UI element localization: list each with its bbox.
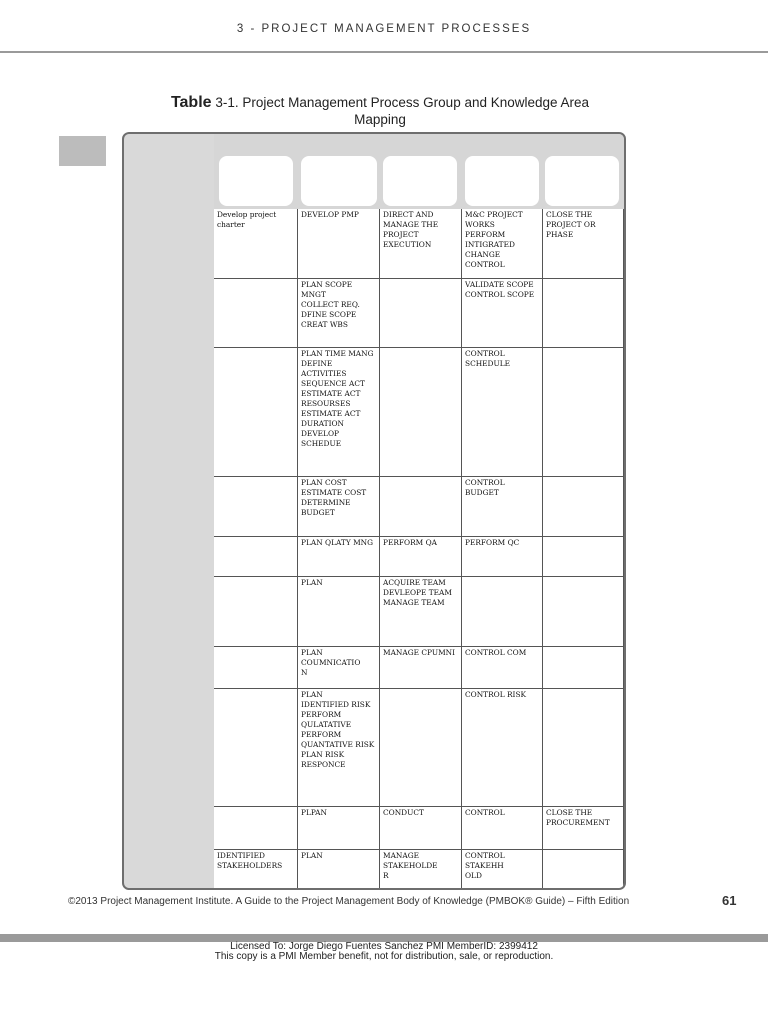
table-cell: PLAN SCOPE MNGT COLLECT REQ. DFINE SCOPE CREAT WBS <box>298 279 380 348</box>
header-box <box>301 156 377 206</box>
table-cell: MANAGE CPUMNI <box>380 647 462 689</box>
table-cell <box>543 850 624 889</box>
table-cell: CONDUCT <box>380 807 462 850</box>
table-cell <box>214 577 298 647</box>
table-cell <box>214 689 298 807</box>
table-cell: CONTROL BUDGET <box>462 477 543 537</box>
table-cell <box>380 477 462 537</box>
table-cell <box>543 689 624 807</box>
table-cell: PLAN QLATY MNG <box>298 537 380 577</box>
license-notice <box>0 942 768 962</box>
table-cell <box>543 477 624 537</box>
license-line-2: This copy is a PMI Member benefit, not for distribution, sale, or reproduction. <box>214 951 554 962</box>
table-cell: PLAN COUMNICATIO N <box>298 647 380 689</box>
table-cell: ACQUIRE TEAM DEVLEOPE TEAM MANAGE TEAM <box>380 577 462 647</box>
page-number: 61 <box>722 893 737 908</box>
mapping-table-frame <box>122 132 626 890</box>
table-cell: PLAN COST ESTIMATE COST DETERMINE BUDGET <box>298 477 380 537</box>
table-cell <box>214 348 298 477</box>
table-cell <box>543 577 624 647</box>
table-cell <box>214 807 298 850</box>
table-cell: CLOSE THE PROCUREMENT <box>543 807 624 850</box>
table-cell <box>214 279 298 348</box>
table-title <box>150 94 610 128</box>
table-cell <box>380 348 462 477</box>
table-cell <box>380 689 462 807</box>
table-cell: PERFORM QC <box>462 537 543 577</box>
table-cell: DIRECT AND MANAGE THE PROJECT EXECUTION <box>380 209 462 279</box>
table-cell <box>543 348 624 477</box>
table-cell: CONTROL RISK <box>462 689 543 807</box>
header-box <box>219 156 293 206</box>
table-cell: CONTROL SCHEDULE <box>462 348 543 477</box>
table-cell <box>543 279 624 348</box>
running-head: 3 - PROJECT MANAGEMENT PROCESSES <box>236 23 532 35</box>
table-cell: MANAGE STAKEHOLDE R <box>380 850 462 889</box>
table-title-text: Project Management Process Group and Knowledge Area Mapping <box>242 95 590 127</box>
table-cell <box>462 577 543 647</box>
side-tab <box>59 136 106 166</box>
mapping-table-grid <box>214 209 624 889</box>
table-cell: CONTROL COM <box>462 647 543 689</box>
table-cell: CONTROL STAKEHH OLD <box>462 850 543 889</box>
table-cell <box>214 537 298 577</box>
license-line-1: Licensed To: Jorge Diego Fuentes Sanchez PMI MemberID: 2399412 <box>230 941 538 952</box>
table-cell: PLPAN <box>298 807 380 850</box>
table-title-lead: Table <box>170 94 212 111</box>
table-cell <box>543 537 624 577</box>
footer-copyright: ©2013 Project Management Institute. A Guide to the Project Management Body of Knowledge (PMBOK® Guide) – Fifth Edition <box>68 896 630 907</box>
header-box <box>383 156 457 206</box>
table-cell <box>380 279 462 348</box>
header-box <box>545 156 619 206</box>
table-cell: M&C PROJECT WORKS PERFORM INTIGRATED CHANGE CONTROL <box>462 209 543 279</box>
table-cell <box>214 477 298 537</box>
table-cell: VALIDATE SCOPE CONTROL SCOPE <box>462 279 543 348</box>
table-cell: IDENTIFIED STAKEHOLDERS <box>214 850 298 889</box>
table-cell: PLAN <box>298 577 380 647</box>
top-rule <box>0 51 768 53</box>
header-box <box>465 156 539 206</box>
table-cell: PLAN IDENTIFIED RISK PERFORM QULATATIVE PERFORM QUANTATIVE RISK PLAN RISK RESPONCE <box>298 689 380 807</box>
table-cell: CLOSE THE PROJECT OR PHASE <box>543 209 624 279</box>
table-cell <box>543 647 624 689</box>
table-cell: PLAN TIME MANG DEFINE ACTIVITIES SEQUENCE ACT ESTIMATE ACT RESOURSES ESTIMATE ACT DURATION DEVELOP SCHEDUE <box>298 348 380 477</box>
table-cell: CONTROL <box>462 807 543 850</box>
table-cell: Develop project charter <box>214 209 298 279</box>
table-cell: PERFORM QA <box>380 537 462 577</box>
table-cell: DEVELOP PMP <box>298 209 380 279</box>
table-title-number: 3-1. <box>215 95 239 110</box>
table-cell: PLAN <box>298 850 380 889</box>
table-cell <box>214 647 298 689</box>
